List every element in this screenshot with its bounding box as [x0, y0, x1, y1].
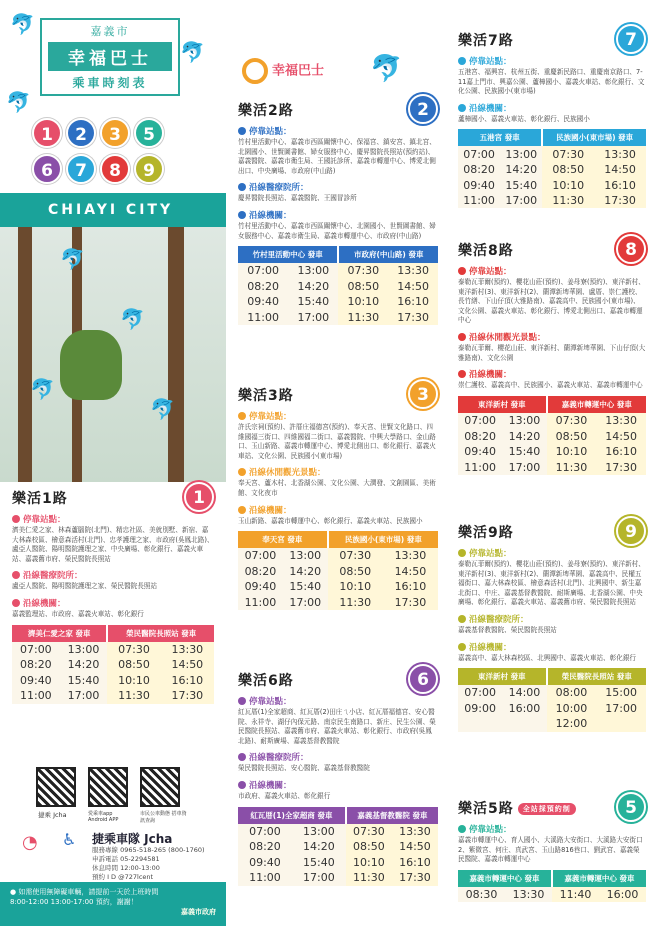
departure-time: 08:50 [547, 428, 597, 444]
departure-time: 14:50 [392, 839, 438, 855]
dolphin-icon: 🐬 [180, 40, 205, 64]
route-2-panel [238, 100, 438, 325]
table-row [238, 824, 438, 840]
departure-time: 14:20 [60, 657, 108, 673]
route-title: 樂活1路 [12, 491, 68, 507]
section-text: 奉天宮、蘆木村、北香湖公園、文化公園、大潤發、文創園區、美術館、文化夜市 [238, 479, 436, 497]
departure-time: 11:00 [238, 310, 288, 326]
table-row [458, 685, 646, 701]
section-heading: 沿線醫療院所： [238, 751, 438, 763]
section-heading: 沿線機關： [238, 209, 438, 221]
booking-id: 預約 I D @727lcent [92, 873, 154, 881]
table-row [12, 657, 214, 673]
departure-time: 17:00 [596, 701, 646, 717]
route-title: 樂活2路 [238, 103, 294, 119]
departure-time: 11:00 [238, 595, 283, 611]
departure-time: 08:50 [107, 657, 160, 673]
departure-time: 07:00 [458, 146, 500, 162]
departure-time: 09:40 [238, 855, 292, 871]
notice-line: ● 如需使用無障礙車輛，請提前一天於上班時間 [10, 888, 159, 896]
departure-time: 11:30 [328, 595, 383, 611]
government-label: 嘉義市政府 [181, 908, 216, 916]
section-heading: 沿線機關： [12, 597, 214, 609]
table-row [458, 177, 646, 193]
brand-logo [242, 58, 324, 84]
departure-time: 17:30 [161, 688, 214, 704]
departure-time: 15:00 [596, 685, 646, 701]
departure-time [596, 716, 646, 732]
section-text: 崇仁護校、嘉義高中、民族國小、嘉義火車站、嘉義市轉運中心 [458, 381, 643, 390]
departure-time: 15:40 [288, 294, 338, 310]
departure-time [502, 716, 546, 732]
departure-time: 08:20 [12, 657, 60, 673]
table-row [238, 855, 438, 871]
departure-time: 14:20 [502, 428, 546, 444]
departure-time: 10:00 [547, 701, 597, 717]
departure-time: 08:50 [328, 564, 383, 580]
section-text: 竹村里活動中心、嘉義市西區關懷中心、北園國小、世賢圖書館、婦女服務中心、嘉義市衛生局、嘉義市轉運中心、市政府(中山路) [238, 221, 436, 240]
section-heading: 停靠站點： [238, 125, 438, 137]
service-title: 幸福巴士 [48, 42, 172, 71]
timetable [238, 807, 438, 886]
route-number-badge: 3 [100, 118, 130, 148]
table-row [238, 548, 438, 564]
route-number-badge: 5 [134, 118, 164, 148]
company-name: 捷乘車隊 Jcha [92, 832, 173, 846]
bullet-icon [458, 57, 466, 65]
departure-time: 08:50 [338, 279, 388, 295]
table-row [12, 642, 214, 658]
bullet-icon [238, 781, 246, 789]
departure-time: 14:00 [502, 685, 546, 701]
departure-time: 08:20 [458, 162, 500, 178]
departure-time: 12:00 [547, 716, 597, 732]
bullet-icon [238, 127, 246, 135]
departure-time: 10:10 [328, 579, 383, 595]
table-row [238, 564, 438, 580]
route-number-badge: 9 [616, 516, 646, 546]
bullet-icon [458, 267, 466, 275]
route-number-badge: 6 [32, 154, 62, 184]
departure-header: 榮民醫院長照站 發車 [547, 668, 646, 685]
section-text: 蘆樟國小、嘉義火車站、彰化銀行、民族國小 [458, 114, 590, 123]
departure-header: 東洋新村 發車 [458, 396, 547, 413]
departure-time: 13:30 [594, 146, 646, 162]
departure-time: 07:00 [458, 685, 502, 701]
departure-time: 14:20 [500, 162, 542, 178]
route-number-badge: 7 [616, 24, 646, 54]
table-row [458, 887, 646, 903]
departure-time: 16:00 [502, 701, 546, 717]
section-text: 泰勒瓦菲爾、櫻花山莊、東洋新村、蘭潭新埤華園、下山仔頂(大雅路南)、文化公園 [458, 343, 646, 362]
departure-time: 15:40 [283, 579, 328, 595]
table-row [458, 413, 646, 429]
departure-header: 奉天宮 發車 [238, 531, 328, 548]
table-row [238, 870, 438, 886]
logo-icon: ◔ [22, 832, 38, 853]
table-row [458, 444, 646, 460]
departure-time: 07:00 [238, 824, 292, 840]
route-5-panel [458, 798, 646, 902]
section-heading: 沿線機關： [238, 779, 438, 791]
bullet-icon [238, 506, 246, 514]
section-text: 竹村里活動中心、嘉義市西區關懷中心、保福宮、鎮安宮、鎮北宮、北園國小、世賢圖書館、婦女服務中心、慶昇醫院長照站(預約站)、嘉義醫院、嘉義市衛生局、王國託診所、嘉義市轉運中心、博愛北側出口、中央廣場、市政府(中山路) [238, 138, 436, 175]
section-text: 嘉義高中、嘉大林森校區、北興國中、嘉義火車站、彰化銀行 [458, 653, 637, 662]
left-column [0, 0, 226, 926]
section-text: 市政府、嘉義火車站、彰化銀行 [238, 791, 331, 800]
section-heading: 沿線機關： [238, 504, 438, 516]
departure-time: 08:20 [238, 564, 283, 580]
departure-time: 10:10 [542, 177, 594, 193]
departure-time: 07:30 [328, 548, 383, 564]
departure-time: 07:00 [458, 413, 502, 429]
departure-time: 11:00 [12, 688, 60, 704]
departure-header: 嘉義市轉運中心 發車 [547, 396, 646, 413]
departure-time: 11:00 [458, 459, 502, 475]
table-row [458, 193, 646, 209]
section-text: 泰勒瓦菲爾(預約)、櫻花山莊(預約)、姜母寮(預約)、東洋新村、東洋新村(3)、東洋新村(2)、蘭潭新埤華園、盧厝、崇仁護校、長竹繕、下山仔頂(大雅路南)、嘉義高中、民族國小(東市場)、文化公園、嘉義火車站、彰化銀行、博愛北側出口、嘉義市轉運中心 [458, 278, 645, 325]
bullet-icon [12, 599, 20, 607]
departure-time: 16:00 [599, 887, 646, 903]
departure-header: 民族國小(東市場) 發車 [328, 531, 438, 548]
departure-time: 16:10 [388, 294, 438, 310]
section-heading: 停靠站點： [238, 410, 438, 422]
dolphin-icon: 🐬 [10, 12, 35, 36]
departure-header: 市政府(中山路) 發車 [338, 246, 438, 263]
table-row [238, 263, 438, 279]
departure-time: 17:00 [292, 870, 346, 886]
bullet-icon [458, 549, 466, 557]
departure-time: 07:30 [107, 642, 160, 658]
route-title: 樂活9路 [458, 525, 514, 541]
departure-header: 紅瓦厝(1)全家超商 發車 [238, 807, 346, 824]
table-row [238, 310, 438, 326]
notice-line: 8:00-12:00 13:00-17:00 預約，謝謝！ [10, 898, 138, 906]
bullet-icon [458, 104, 466, 112]
departure-time: 16:10 [594, 177, 646, 193]
city-label: 嘉義市 [90, 25, 130, 38]
route-number-badge: 2 [66, 118, 96, 148]
route-number-badge: 2 [408, 94, 438, 124]
departure-time: 16:10 [161, 673, 214, 689]
bullet-icon [12, 515, 20, 523]
timetable [458, 668, 646, 732]
departure-time: 11:30 [338, 310, 388, 326]
departure-time: 13:00 [283, 548, 328, 564]
timetable [12, 625, 214, 704]
departure-time: 07:30 [547, 413, 597, 429]
departure-time: 07:30 [542, 146, 594, 162]
departure-time: 07:00 [238, 548, 283, 564]
bullet-icon [238, 468, 246, 476]
bullet-icon [12, 571, 20, 579]
departure-time: 13:00 [500, 146, 542, 162]
departure-time: 15:40 [500, 177, 542, 193]
section-heading: 沿線醫療院所： [238, 181, 438, 193]
qr-code[interactable] [88, 767, 128, 807]
table-row [458, 428, 646, 444]
departure-time: 09:40 [238, 579, 283, 595]
dolphin-icon: 🐬 [30, 377, 55, 401]
departure-time: 10:10 [346, 855, 392, 871]
route-number-badge: 3 [408, 379, 438, 409]
departure-time: 13:30 [388, 263, 438, 279]
departure-time [458, 716, 502, 732]
section-heading: 沿線醫療院所： [458, 613, 646, 625]
logo-icon [242, 58, 268, 84]
logo-text: 幸福巴士 [272, 63, 325, 79]
booking-tag: 全站採預約制 [518, 803, 576, 815]
departure-time: 10:10 [547, 444, 597, 460]
section-text: 玉山新路、嘉義市轉運中心、彰化銀行、嘉義火車站、民族國小 [238, 516, 423, 525]
departure-header: 東洋新村 發車 [458, 668, 547, 685]
timetable [458, 870, 646, 903]
departure-time: 17:00 [500, 193, 542, 209]
departure-header: 五港宮 發車 [458, 129, 542, 146]
departure-header: 嘉義基督教醫院 發車 [346, 807, 438, 824]
departure-time: 14:20 [292, 839, 346, 855]
qr-code[interactable] [36, 767, 76, 807]
qr-code[interactable] [140, 767, 180, 807]
section-text: 慶昇醫院長照站、嘉義醫院、王國冒診所 [238, 194, 357, 203]
route-number-grid [30, 115, 190, 187]
section-heading: 停靠站點： [12, 513, 214, 525]
timetable [458, 396, 646, 475]
route-number-badge: 8 [100, 154, 130, 184]
departure-time: 15:40 [60, 673, 108, 689]
route-title: 樂活5路 全站採預約制 [458, 798, 646, 818]
departure-time: 14:50 [161, 657, 214, 673]
title-card [40, 18, 180, 96]
departure-time: 14:20 [288, 279, 338, 295]
route-1-panel [12, 488, 214, 704]
bullet-icon [238, 412, 246, 420]
departure-time: 08:20 [238, 839, 292, 855]
departure-time: 13:30 [505, 887, 552, 903]
route-number-badge: 1 [184, 482, 214, 512]
qr-label: 捷乘 Jcha [38, 811, 67, 819]
departure-header: 民族國小(東市場) 發車 [542, 129, 646, 146]
complaint-line: 申訴電話 05-2294581 [92, 855, 160, 863]
route-8-panel [458, 240, 646, 475]
departure-time: 10:10 [338, 294, 388, 310]
table-row [458, 459, 646, 475]
route-number-badge: 6 [408, 664, 438, 694]
service-line: 服務專線 0965-518-265 (800-1760) [92, 846, 205, 854]
bullet-icon [458, 370, 466, 378]
route-number-badge: 5 [616, 792, 646, 822]
departure-time: 11:00 [238, 870, 292, 886]
table-row [12, 688, 214, 704]
timetable [238, 531, 438, 610]
departure-time: 11:40 [552, 887, 599, 903]
departure-time: 14:50 [596, 428, 646, 444]
route-title: 樂活6路 [238, 673, 294, 689]
route-number-badge: 9 [134, 154, 164, 184]
departure-time: 09:40 [238, 294, 288, 310]
route-3-panel [238, 385, 438, 610]
departure-time: 14:50 [388, 279, 438, 295]
dolphin-icon: 🐬 [60, 247, 85, 271]
dolphin-icon: 🐬 [370, 54, 403, 84]
route-9-panel [458, 522, 646, 732]
qr-label: 愛乘車app Android APP [88, 811, 119, 823]
section-text: 紅瓦厝(1)全家超商、紅瓦厝(2)田庄ㄟ小店、紅瓦厝福德宮、安心醫院、永祥寺、湖仔內保元路、南京民生南路口、新庄、民生公園、榮民醫院長照站、嘉義舊市府、嘉義火車站、彰化銀行、市政府(吳鳳北路)、耐斯廣場、嘉義基督教醫院 [238, 708, 436, 745]
section-heading: 停靠站點： [458, 547, 646, 559]
departure-time: 17:00 [60, 688, 108, 704]
route-number-badge: 8 [616, 234, 646, 264]
route-6-panel [238, 670, 438, 886]
contact-info [92, 846, 205, 882]
table-row [238, 839, 438, 855]
timetable [458, 129, 646, 208]
section-heading: 停靠站點： [458, 55, 646, 67]
departure-time: 13:00 [288, 263, 338, 279]
departure-time: 13:30 [383, 548, 438, 564]
frog-illustration [60, 330, 122, 400]
departure-time: 09:40 [458, 444, 502, 460]
section-heading: 沿線機關： [458, 641, 646, 653]
route-title: 樂活8路 [458, 243, 514, 259]
departure-time: 17:00 [288, 310, 338, 326]
section-heading: 停靠站點： [458, 265, 646, 277]
departure-time: 16:10 [392, 855, 438, 871]
departure-time: 08:20 [238, 279, 288, 295]
departure-time: 13:30 [596, 413, 646, 429]
departure-time: 13:00 [502, 413, 546, 429]
section-heading: 沿線醫療院所： [12, 569, 214, 581]
departure-time: 11:30 [542, 193, 594, 209]
departure-header: 濟美仁愛之家 發車 [12, 625, 107, 642]
route-number-badge: 7 [66, 154, 96, 184]
departure-time: 17:30 [596, 459, 646, 475]
departure-time: 08:00 [547, 685, 597, 701]
departure-time: 11:00 [458, 193, 500, 209]
table-row [238, 595, 438, 611]
departure-time: 13:00 [292, 824, 346, 840]
departure-time: 08:20 [458, 428, 502, 444]
departure-time: 15:40 [502, 444, 546, 460]
departure-time: 07:00 [238, 263, 288, 279]
departure-time: 07:30 [338, 263, 388, 279]
timetable [238, 246, 438, 325]
departure-header: 榮民醫院長照站 發車 [107, 625, 214, 642]
route-number-badge: 1 [32, 118, 62, 148]
departure-header: 竹村里活動中心 發車 [238, 246, 338, 263]
departure-time: 09:00 [458, 701, 502, 717]
departure-header: 嘉義市轉運中心 發車 [552, 870, 646, 887]
table-row [238, 294, 438, 310]
bullet-icon [238, 697, 246, 705]
route-title: 樂活7路 [458, 33, 514, 49]
bullet-icon [238, 753, 246, 761]
departure-time: 11:30 [547, 459, 597, 475]
table-row [238, 279, 438, 295]
departure-time: 14:50 [383, 564, 438, 580]
route-title: 樂活3路 [238, 388, 294, 404]
bullet-icon [458, 615, 466, 623]
section-text: 五港宮、福興宮、杭州五街、重慶新民路口、重慶南京路口、7-11嘉上門市、興嘉公園、蘆樟國小、嘉義火車站、彰化銀行、文化公園、民族國小(東市場) [458, 68, 645, 96]
departure-time: 16:10 [383, 579, 438, 595]
departure-time: 10:10 [107, 673, 160, 689]
departure-time: 17:30 [392, 870, 438, 886]
dolphin-icon: 🐬 [120, 307, 145, 331]
section-heading: 沿線休閒觀光景點： [458, 331, 646, 343]
section-text: 嘉義基督教醫院、榮民醫院長照站 [458, 625, 557, 634]
departure-time: 08:50 [542, 162, 594, 178]
section-text: 榮民醫院長照站、安心醫院、嘉義基督教醫院 [238, 764, 370, 773]
departure-time: 09:40 [458, 177, 500, 193]
accessibility-notice [0, 882, 226, 926]
break-time: 休息時間 12:00-13:00 [92, 864, 160, 872]
departure-header: 嘉義市轉運中心 發車 [458, 870, 552, 887]
wheelchair-icon: ♿ [62, 830, 77, 849]
departure-time: 13:00 [60, 642, 108, 658]
table-row [458, 716, 646, 732]
dolphin-icon: 🐬 [6, 90, 31, 114]
departure-time: 17:30 [388, 310, 438, 326]
departure-time: 16:10 [596, 444, 646, 460]
departure-time: 14:20 [283, 564, 328, 580]
departure-time: 09:40 [12, 673, 60, 689]
section-text: 泰勒瓦菲爾(預約)、櫻花山莊(預約)、姜母寮(預約)、東洋新村、東洋新村(3)、東洋新村(2)、蘭潭新埤華園、嘉義高中、民權五福街口、嘉大林森校區、檜意森活村(北門)、北興國中、新生嘉北街口、中庄、嘉義基督教醫院、耐斯廣場、北香湖公園、中央廣場、彰化銀行、嘉義火車站、嘉義舊市府、榮民醫院長照站 [458, 560, 645, 607]
table-row [458, 146, 646, 162]
departure-time: 13:30 [392, 824, 438, 840]
bullet-icon [238, 183, 246, 191]
departure-time: 17:30 [383, 595, 438, 611]
departure-time: 13:30 [161, 642, 214, 658]
section-heading: 停靠站點： [458, 823, 646, 835]
departure-time: 17:00 [502, 459, 546, 475]
departure-time: 14:50 [594, 162, 646, 178]
table-row [458, 701, 646, 717]
bullet-icon [458, 643, 466, 651]
section-text: 許氏宗祠(預約)、許厝庄福德宮(預約)、奉天宮、世賢文化路口、四維國福三街口、四維國福二街口、嘉義醫院、中興大學路口、金山路口、玉山新路、嘉義市轉運中心、博愛北側出口、彰化銀行、嘉義火車站、文化公園、民族國小(東市場) [238, 423, 436, 460]
departure-time: 15:40 [292, 855, 346, 871]
section-text: 嘉義市轉運中心、育人國小、大溪路大安街口、大溪路大安街口2、紫微宮、何庄、真武宮、玉山路816巷口、劉武宮、嘉義榮民醫院、嘉義市轉運中心 [458, 836, 643, 864]
dolphin-icon: 🐬 [150, 397, 175, 421]
section-heading: 沿線機關： [458, 102, 646, 114]
departure-time: 17:30 [594, 193, 646, 209]
bullet-icon [458, 333, 466, 341]
departure-time: 08:30 [458, 887, 505, 903]
service-subtitle: 乘車時刻表 [72, 76, 148, 90]
table-row [12, 673, 214, 689]
departure-time: 11:30 [346, 870, 392, 886]
section-heading: 沿線休閒觀光景點： [238, 466, 438, 478]
departure-time: 11:30 [107, 688, 160, 704]
bullet-icon [238, 211, 246, 219]
departure-time: 17:00 [283, 595, 328, 611]
tree-trunk [168, 227, 184, 482]
departure-time: 07:00 [12, 642, 60, 658]
qr-label: 市民公車動態 搭車資訊查詢 [140, 811, 187, 824]
route-7-panel [458, 30, 646, 208]
table-row [458, 162, 646, 178]
table-row [238, 579, 438, 595]
section-text: 盧亞人醫院、陽明醫院護理之家、榮民醫院長照站 [12, 582, 158, 591]
section-heading: 停靠站點： [238, 695, 438, 707]
city-band: CHIAYI CITY [0, 193, 226, 227]
tree-trunk [18, 227, 32, 482]
section-text: 濟美仁愛之家、林森蘆腦院(北門)、精忠社區、美就別墅、新宿、嘉大林森校區、檜意森活村(北門)、忠孝護理之家、市政府(吳鳳北路)、盧亞人醫院、陽明醫院護理之家、中央廣場、彰化銀行、嘉義火車站、嘉義舊市府、榮民醫院長照站 [12, 526, 214, 563]
departure-time: 08:50 [346, 839, 392, 855]
section-text: 嘉義監理站、市政府、嘉義火車站、彰化銀行 [12, 609, 144, 618]
departure-time: 07:30 [346, 824, 392, 840]
bullet-icon [458, 825, 466, 833]
section-heading: 沿線機關： [458, 368, 646, 380]
